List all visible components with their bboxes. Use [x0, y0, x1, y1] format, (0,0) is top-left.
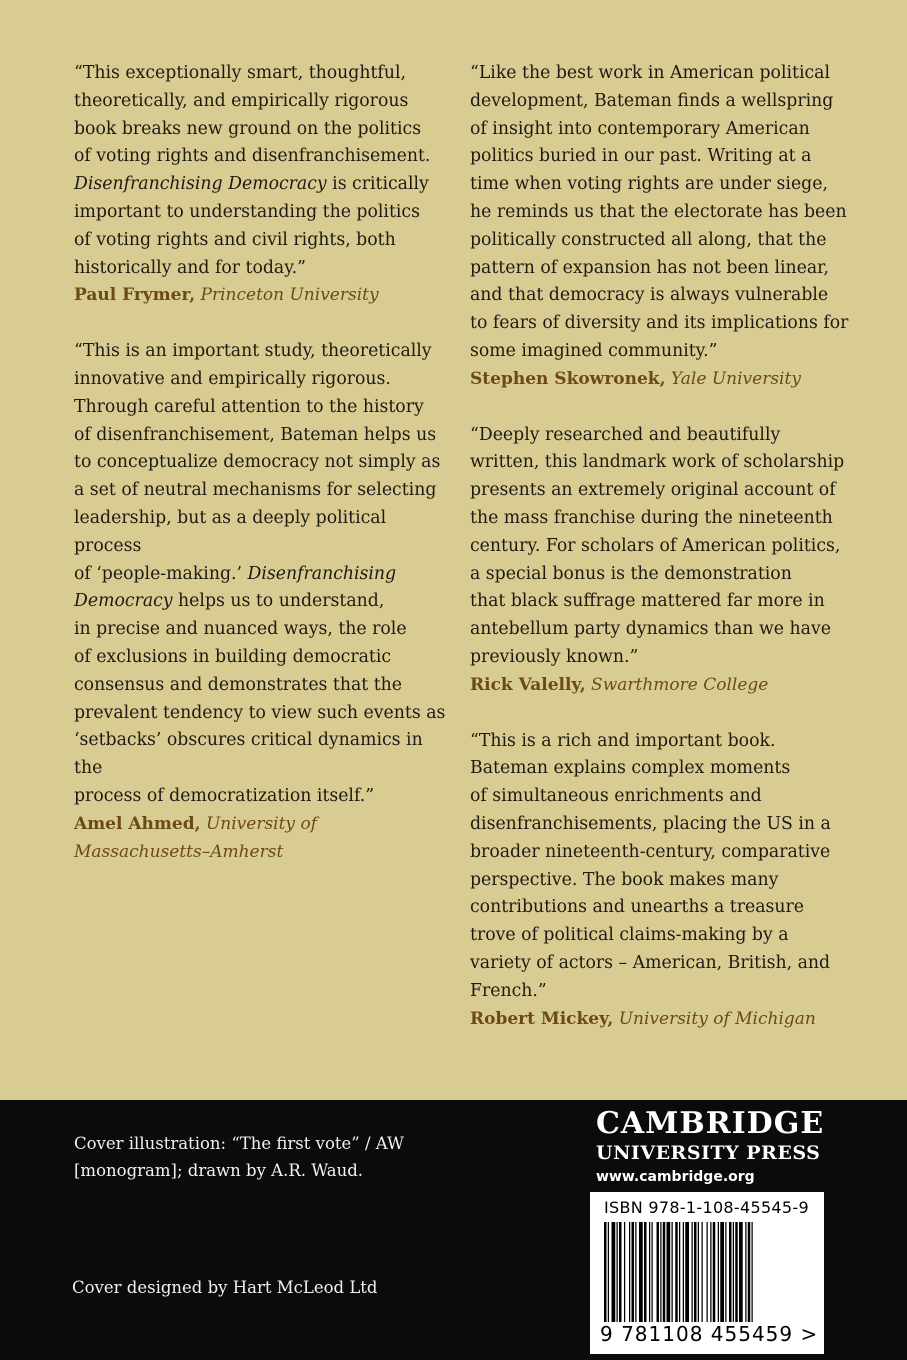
reviewer-name: Paul Frymer,: [74, 285, 196, 306]
reviewer-institution: Swarthmore College: [591, 674, 769, 695]
left-column: [74, 60, 454, 894]
attribution: [470, 672, 850, 700]
footer-band: [0, 1100, 907, 1360]
barcode-panel: [590, 1192, 824, 1354]
reviewer-name: Robert Mickey,: [470, 1008, 614, 1029]
blurb-ahmed: [74, 338, 454, 866]
reviewer-name: Stephen Skowronek,: [470, 368, 666, 389]
cover-illustration-credit: Cover illustration: “The first vote” / AW [monogram]; drawn by A.R. Waud.: [74, 1134, 404, 1180]
book-title: Disenfranchising Democracy: [74, 174, 327, 195]
reviewer-institution: Princeton University: [200, 285, 379, 306]
cover-designer-credit: Cover designed by Hart McLeod Ltd: [72, 1278, 378, 1297]
attribution: [74, 811, 454, 867]
reviewer-name: Rick Valelly,: [470, 674, 586, 695]
blurb-text: “This is an important study, theoretically innovative and empirically rigorous. Through careful attention to the history of disenfranchisement, Bateman helps us to conceptualize democracy not simply as a set of neutral mechanisms for selecting leadership, but as a deeply political process of ‘people-making.’: [74, 341, 441, 584]
ean-digits: 9 781108 455459 >: [600, 1322, 819, 1346]
right-column: [470, 60, 850, 1061]
reviewer-institution: Yale University: [670, 368, 801, 389]
blurb-text: “This is a rich and important book. Bateman explains complex moments of simultaneous enrichments and disenfranchisements, placing the US in a broader nineteenth-century, comparative perspective. The book makes many contributions and unearths a treasure trove of political claims-making by a variety of actors – American, British, and French.”: [470, 730, 831, 1001]
book-title: Disenfranchising Democracy: [74, 563, 397, 612]
attribution: [470, 366, 850, 394]
blurb-text: “Like the best work in American political development, Bateman finds a wellspring of insight into contemporary American politics buried in our past. Writing at a time when voting rights are under siege, he reminds us that the electorate has been politically constructed all along, that the pattern of expansion has not been linear, and that democracy is always vulnerable to fears of diversity and its implications for some imagined community.”: [470, 63, 849, 361]
reviewer-institution: University of Michigan: [618, 1008, 816, 1029]
isbn-label: ISBN 978-1-108-45545-9: [604, 1198, 809, 1217]
blurb-text: is critically important to understanding the politics of voting rights and civil rights, both historically and for today.”: [74, 174, 429, 278]
reviewer-name: Amel Ahmed,: [74, 813, 201, 834]
blurb-text: helps us to understand, in precise and nuanced ways, the role of exclusions in building democratic consensus and demonstrates that the prevalent tendency to view such events as ‘setbacks’ obscures critical dynamics in the process of democratization itself.”: [74, 591, 446, 806]
attribution: [470, 1006, 850, 1034]
attribution: [74, 282, 454, 310]
blurb-mickey: [470, 728, 850, 1034]
blurb-text: “Deeply researched and beautifully written, this landmark work of scholarship presents an extremely original account of the mass franchise during the nineteenth century. For scholars of American politics, a special bonus is the demonstration that black suffrage mattered far more in antebellum party dynamics than we have previously known.”: [470, 424, 845, 667]
publisher-logo: [596, 1106, 824, 1190]
publisher-url: www.cambridge.org: [596, 1169, 755, 1185]
blurb-skowronek: [470, 60, 850, 394]
blurb-valelly: [470, 422, 850, 700]
blurb-frymer: [74, 60, 454, 310]
barcode: [602, 1222, 812, 1322]
publisher-name: CAMBRIDGE: [596, 1106, 825, 1141]
publisher-subname: UNIVERSITY PRESS: [596, 1142, 821, 1164]
reviewer-institution: University of Massachusetts–Amherst: [74, 813, 317, 862]
blurb-text: “This exceptionally smart, thoughtful, theoretically, and empirically rigorous book breaks new ground on the politics of voting rights and disenfranchisement.: [74, 63, 431, 167]
